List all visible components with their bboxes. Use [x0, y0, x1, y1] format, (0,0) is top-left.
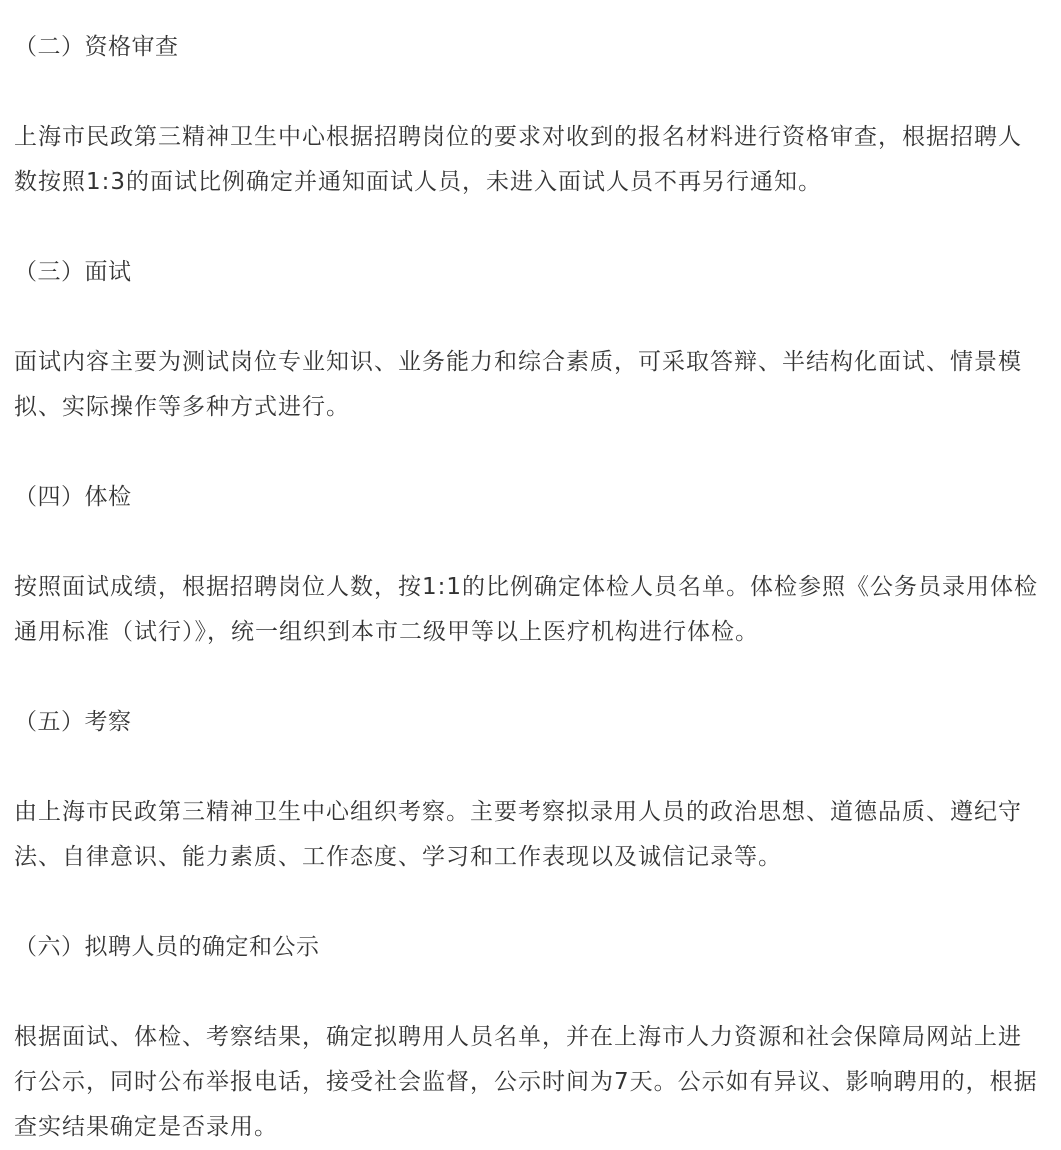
section-heading-qualification-review: （二）资格审查	[14, 34, 179, 60]
section-heading-inspection: （五）考察	[14, 709, 132, 735]
section-text-medical-exam: 按照面试成绩，根据招聘岗位人数，按1:1的比例确定体检人员名单。体检参照《公务员录用体检通用标准（试行）》，统一组织到本市二级甲等以上医疗机构进行体检。	[14, 574, 1039, 645]
section-heading-medical-exam: （四）体检	[14, 484, 132, 510]
section-text-qualification-review: 上海市民政第三精神卫生中心根据招聘岗位的要求对收到的报名材料进行资格审查，根据招聘人数按照1:3的面试比例确定并通知面试人员，未进入面试人员不再另行通知。	[14, 124, 1022, 195]
section-text-interview: 面试内容主要为测试岗位专业知识、业务能力和综合素质，可采取答辩、半结构化面试、情景模拟、实际操作等多种方式进行。	[14, 349, 1022, 420]
section-heading-interview: （三）面试	[14, 259, 132, 285]
section-text-inspection: 由上海市民政第三精神卫生中心组织考察。主要考察拟录用人员的政治思想、道德品质、遵纪守法、自律意识、能力素质、工作态度、学习和工作表现以及诚信记录等。	[14, 799, 1022, 870]
section-text-hiring-publicity: 根据面试、体检、考察结果，确定拟聘用人员名单，并在上海市人力资源和社会保障局网站上进行公示，同时公布举报电话，接受社会监督，公示时间为7天。公示如有异议、影响聘用的，根据查实结果确定是否录用。	[14, 1024, 1038, 1140]
section-heading-hiring-publicity: （六）拟聘人员的确定和公示	[14, 934, 320, 960]
